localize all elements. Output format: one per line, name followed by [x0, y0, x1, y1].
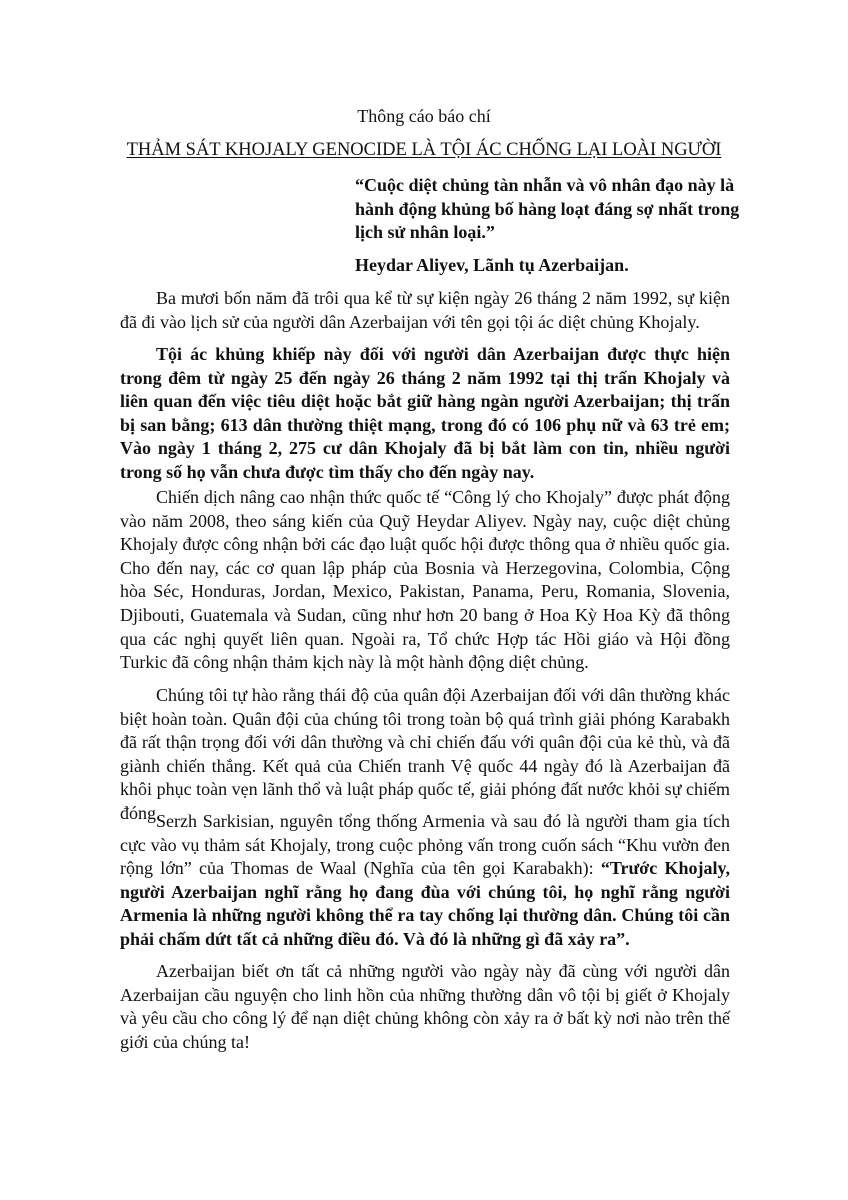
- paragraph-closing: Azerbaijan biết ơn tất cả những người vào ngày này đã cùng với người dân Azerbaijan cầu nguyện cho linh hồn của những thường dân vô tội bị giết ở Khojaly và yêu cầu cho công lý để nạn diệt chủng không còn xảy ra ở bất kỳ nơi nào trên thế giới của chúng ta!: [120, 961, 730, 1052]
- paragraph-army: Chúng tôi tự hào rằng thái độ của quân đội Azerbaijan đối với dân thường khác biệt hoàn toàn. Quân đội của chúng tôi trong toàn bộ quá trình giải phóng Karabakh đã rất thận trọng đối với dân thường và chỉ chiến đấu với quân đội của kẻ thù, và đã giành chiến thắng. Kết quả của Chiến tranh Vệ quốc 44 ngày đó là Azerbaijan đã khôi phục toàn vẹn lãnh thổ và luật pháp quốc tế, giải phóng đất nước khỏi sự chiếm đóng.: [120, 685, 730, 823]
- epigraph-author: Heydar Aliyev, Lãnh tụ Azerbaijan.: [355, 255, 629, 275]
- sarkisian-quote: “Trước Khojaly, người Azerbaijan nghĩ rằng họ đang đùa với chúng tôi, họ nghĩ rằng người Armenia là những người không thể ra tay chống lại thường dân. Chúng tôi cần phải chấm dứt tất cả những điều đó. Và đó là những gì đã xảy ra”.: [120, 858, 730, 949]
- document-label: Thông cáo báo chí: [357, 106, 491, 126]
- paragraph-sarkisian: [120, 810, 730, 952]
- epigraph-quote: “Cuộc diệt chủng tàn nhẫn và vô nhân đạo này là hành động khủng bố hàng loạt đáng sợ nhất trong lịch sử nhân loại.”: [355, 175, 740, 242]
- page-title: THẢM SÁT KHOJALY GENOCIDE LÀ TỘI ÁC CHỐNG LẠI LOÀI NGƯỜI: [126, 140, 722, 160]
- sarkisian-intro: Serzh Sarkisian, nguyên tổng thống Armenia và sau đó là người tham gia tích cực vào vụ thảm sát Khojaly, trong cuộc phỏng vấn trong cuốn sách “Khu vườn đen rộng lớn” của Thomas de Waal (Nghĩa của tên gọi Karabakh):: [120, 811, 730, 879]
- paragraph-intro: Ba mươi bốn năm đã trôi qua kể từ sự kiện ngày 26 tháng 2 năm 1992, sự kiện đã đi vào lịch sử của người dân Azerbaijan với tên gọi tội ác diệt chủng Khojaly.: [120, 288, 730, 332]
- paragraph-crime-details: Tội ác khủng khiếp này đối với người dân Azerbaijan được thực hiện trong đêm từ ngày 25 đến ngày 26 tháng 2 năm 1992 tại thị trấn Khojaly và liên quan đến việc tiêu diệt hoặc bắt giữ hàng ngàn người Azerbaijan; thị trấn bị san bằng; 613 dân thường thiệt mạng, trong đó có 106 phụ nữ và 63 trẻ em; Vào ngày 1 tháng 2, 275 cư dân Khojaly đã bị bắt làm con tin, nhiều người trong số họ vẫn chưa được tìm thấy cho đến ngày nay.: [120, 344, 730, 482]
- paragraph-recognition: Chiến dịch nâng cao nhận thức quốc tế “Công lý cho Khojaly” được phát động vào năm 2008, theo sáng kiến của Quỹ Heydar Aliyev. Ngày nay, cuộc diệt chủng Khojaly được công nhận bởi các đạo luật quốc hội được thông qua ở nhiều quốc gia. Cho đến nay, các cơ quan lập pháp của Bosnia và Herzegovina, Colombia, Cộng hòa Séc, Honduras, Jordan, Mexico, Pakistan, Panama, Peru, Romania, Slovenia, Djibouti, Guatemala và Sudan, cũng như hơn 20 bang ở Hoa Kỳ Hoa Kỳ đã thông qua các nghị quyết liên quan. Ngoài ra, Tổ chức Hợp tác Hồi giáo và Hội đồng Turkic đã công nhận thảm kịch này là một hành động diệt chủng.: [120, 487, 730, 673]
